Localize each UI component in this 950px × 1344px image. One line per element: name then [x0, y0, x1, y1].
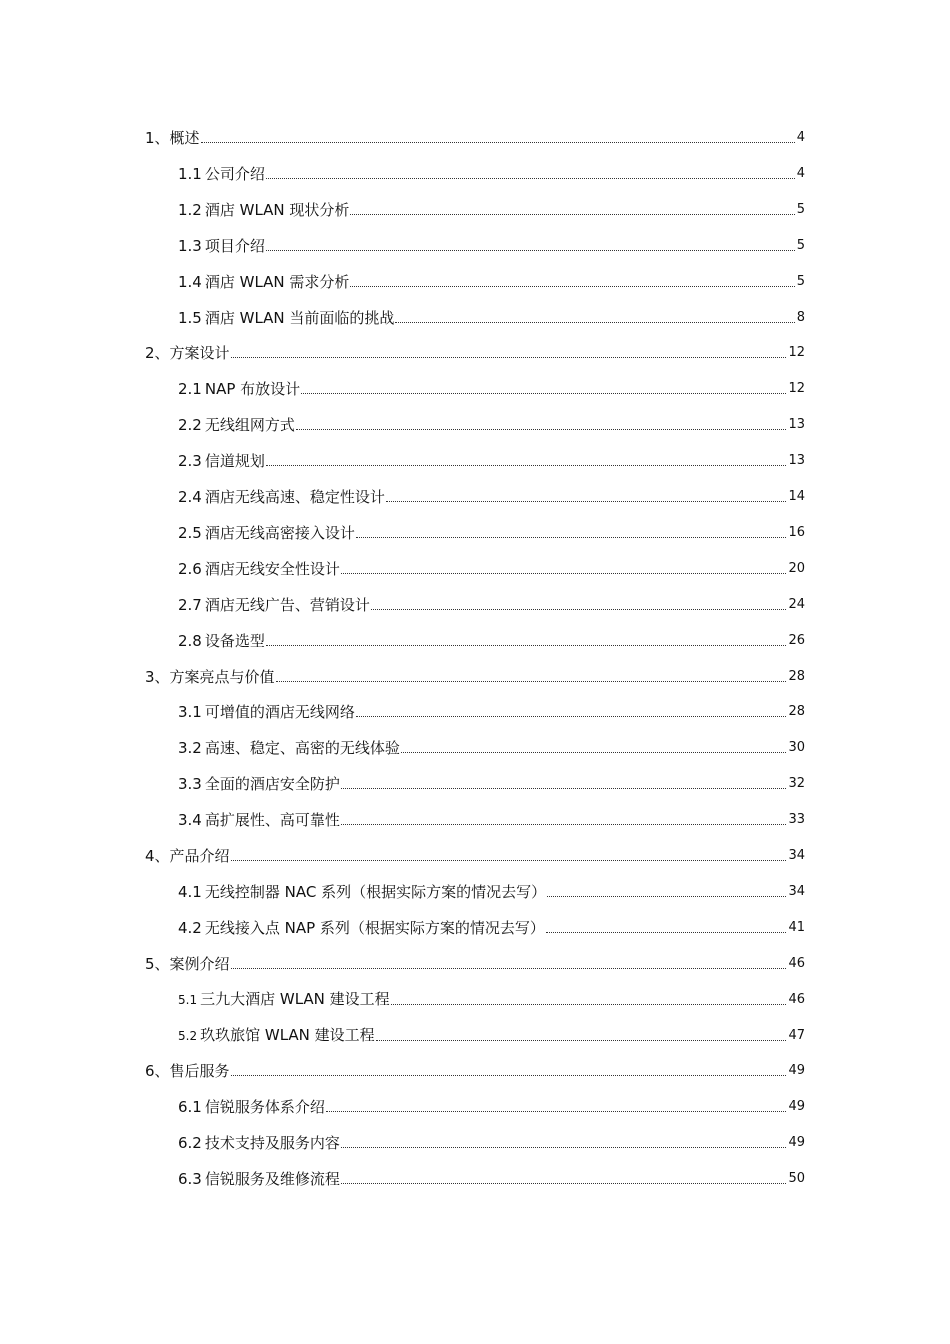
toc-section-entry[interactable]	[178, 307, 805, 329]
toc-section-entry[interactable]	[178, 199, 805, 221]
toc-page-number: 46	[788, 955, 805, 971]
toc-chapter-entry[interactable]	[145, 127, 805, 149]
toc-page-number: 28	[788, 668, 805, 684]
toc-page-number: 46	[788, 991, 805, 1007]
toc-page-number: 5	[796, 273, 805, 289]
toc-section-entry[interactable]	[178, 1168, 805, 1190]
toc-entry-number: 6.1	[178, 1098, 202, 1117]
toc-entry-number: 2.5	[178, 523, 202, 542]
toc-dot-leader	[296, 429, 787, 430]
toc-section-entry[interactable]	[178, 917, 805, 939]
toc-dot-leader	[341, 788, 787, 789]
toc-page-number: 49	[788, 1063, 805, 1079]
toc-entry-text: 酒店无线高速、稳定性设计	[204, 488, 385, 506]
toc-page-number: 12	[788, 345, 805, 361]
toc-page-number: 30	[788, 740, 805, 756]
toc-entry-title	[178, 594, 370, 616]
toc-entry-number: 2.8	[178, 631, 202, 650]
toc-chapter-entry[interactable]	[145, 1060, 805, 1082]
toc-page-number: 13	[788, 453, 805, 469]
toc-entry-title	[178, 881, 546, 903]
toc-entry-text: 产品介绍	[169, 847, 230, 865]
toc-section-entry[interactable]	[178, 378, 805, 400]
toc-page-number: 28	[788, 704, 805, 720]
toc-entry-text: 可增值的酒店无线网络	[204, 703, 355, 722]
toc-entry-number: 6.3	[178, 1170, 202, 1189]
toc-entry-text: NAP 布放设计	[204, 380, 301, 399]
toc-entry-number: 2.1	[178, 380, 202, 399]
toc-dot-leader	[546, 932, 787, 933]
toc-entry-title	[145, 127, 200, 149]
toc-section-entry[interactable]	[178, 630, 805, 652]
toc-section-entry[interactable]	[178, 809, 805, 831]
toc-entry-number: 1.4	[178, 272, 202, 291]
toc-chapter-entry[interactable]	[145, 342, 805, 364]
toc-page-number: 4	[796, 165, 805, 181]
toc-entry-title	[178, 163, 265, 185]
toc-page-number: 26	[788, 632, 805, 648]
toc-entry-title	[178, 1096, 325, 1118]
toc-entry-text: 无线接入点 NAP 系列（根据实际方案的情况去写）	[204, 918, 545, 937]
toc-section-entry[interactable]	[178, 414, 805, 436]
toc-section-entry[interactable]	[178, 1096, 805, 1118]
toc-entry-title	[178, 1132, 340, 1154]
toc-page-number: 34	[788, 883, 805, 899]
toc-entry-text: 高速、稳定、高密的无线体验	[204, 739, 400, 758]
toc-entry-text: 方案亮点与价值	[169, 667, 275, 686]
toc-dot-leader	[231, 860, 787, 861]
toc-entry-number: 2.3	[178, 452, 202, 471]
toc-entry-title	[178, 522, 355, 544]
toc-section-entry[interactable]	[178, 701, 805, 723]
toc-entry-text: 信道规划	[204, 452, 265, 471]
toc-entry-number: 2.4	[178, 488, 202, 506]
toc-entry-number: 4.1	[178, 882, 202, 901]
toc-entry-text: 酒店无线高密接入设计	[204, 523, 355, 542]
toc-dot-leader	[401, 752, 787, 753]
toc-section-entry[interactable]	[178, 271, 805, 293]
toc-entry-title	[178, 378, 300, 400]
toc-dot-leader	[341, 1183, 787, 1184]
toc-page-number: 5	[796, 237, 805, 253]
toc-entry-number: 2.7	[178, 595, 202, 614]
toc-entry-text: 三九大酒店 WLAN 建设工程	[200, 989, 390, 1008]
toc-entry-text: 概述	[169, 129, 200, 147]
toc-entry-text: 玖玖旅馆 WLAN 建设工程	[200, 1025, 375, 1044]
toc-section-entry[interactable]	[178, 163, 805, 185]
toc-entry-text: 酒店 WLAN 当前面临的挑战	[204, 308, 395, 327]
toc-entry-number: 5.2	[178, 1028, 198, 1043]
toc-entry-title	[145, 845, 230, 867]
toc-dot-leader	[276, 681, 787, 682]
toc-entry-number: 4、	[145, 847, 170, 865]
toc-page-number: 12	[788, 381, 805, 397]
toc-section-entry[interactable]	[178, 1132, 805, 1154]
toc-dot-leader	[391, 1004, 787, 1005]
toc-entry-title	[145, 342, 230, 364]
toc-dot-leader	[266, 465, 787, 466]
toc-chapter-entry[interactable]	[145, 845, 805, 867]
toc-entry-title	[145, 953, 230, 975]
toc-dot-leader	[301, 393, 786, 394]
toc-entry-text: 公司介绍	[204, 164, 265, 183]
toc-dot-leader	[395, 322, 794, 323]
toc-entry-number: 3、	[145, 667, 170, 686]
toc-dot-leader	[231, 968, 787, 969]
toc-dot-leader	[371, 609, 787, 610]
toc-page-number: 13	[788, 417, 805, 433]
toc-section-entry[interactable]	[178, 522, 805, 544]
toc-section-entry[interactable]	[178, 881, 805, 903]
toc-entry-title	[145, 666, 275, 688]
toc-page-number: 41	[788, 919, 805, 935]
toc-section-entry[interactable]	[178, 1025, 805, 1047]
toc-entry-number: 2、	[145, 344, 170, 363]
toc-entry-number: 2.6	[178, 559, 202, 578]
toc-section-entry[interactable]	[178, 450, 805, 472]
toc-page-number: 14	[788, 489, 805, 504]
toc-entry-text: 信锐服务体系介绍	[204, 1098, 325, 1117]
toc-entry-number: 1.3	[178, 236, 202, 255]
toc-dot-leader	[341, 824, 787, 825]
toc-page-number: 5	[796, 201, 805, 217]
toc-page-number: 32	[788, 776, 805, 792]
toc-entry-number: 1.5	[178, 308, 202, 327]
toc-entry-title	[178, 558, 340, 580]
toc-dot-leader	[266, 178, 795, 179]
toc-dot-leader	[341, 573, 787, 574]
toc-chapter-entry[interactable]	[145, 953, 805, 975]
toc-dot-leader	[356, 537, 787, 538]
toc-entry-number: 2.2	[178, 416, 202, 435]
toc-page-number: 34	[788, 848, 805, 863]
toc-entry-title	[178, 630, 265, 652]
toc-entry-text: 售后服务	[169, 1062, 230, 1081]
toc-section-entry[interactable]	[178, 737, 805, 759]
toc-entry-title	[178, 450, 265, 472]
toc-dot-leader	[386, 501, 787, 502]
toc-dot-leader	[201, 142, 795, 143]
toc-entry-text: 酒店 WLAN 现状分析	[204, 200, 350, 219]
toc-entry-title	[178, 486, 385, 508]
toc-page-number: 47	[788, 1027, 805, 1043]
toc-page-number: 49	[788, 1099, 805, 1115]
toc-page-number: 20	[788, 560, 805, 576]
toc-entry-number: 1.2	[178, 200, 202, 219]
toc-entry-number: 3.3	[178, 775, 202, 794]
toc-entry-title	[178, 988, 390, 1011]
toc-entry-title	[178, 773, 340, 795]
toc-entry-title	[178, 1168, 340, 1190]
toc-entry-number: 3.2	[178, 739, 202, 758]
toc-entry-number: 5.1	[178, 992, 198, 1007]
toc-entry-title	[178, 917, 545, 939]
toc-page-number: 8	[796, 309, 805, 325]
toc-dot-leader	[266, 250, 795, 251]
toc-dot-leader	[356, 716, 787, 717]
toc-entry-text: 技术支持及服务内容	[204, 1134, 340, 1153]
toc-page-number: 16	[788, 524, 805, 540]
toc-dot-leader	[266, 645, 787, 646]
toc-entry-title	[178, 737, 400, 759]
toc-entry-text: 无线控制器 NAC 系列（根据实际方案的情况去写）	[204, 882, 547, 901]
toc-entry-title	[178, 307, 394, 329]
toc-dot-leader	[231, 357, 787, 358]
toc-dot-leader	[350, 214, 794, 215]
toc-entry-text: 酒店无线安全性设计	[204, 559, 340, 578]
toc-section-entry[interactable]	[178, 235, 805, 257]
toc-entry-text: 信锐服务及维修流程	[204, 1170, 340, 1189]
toc-entry-number: 6、	[145, 1062, 170, 1081]
toc-entry-number: 1、	[145, 129, 170, 147]
toc-dot-leader	[326, 1111, 787, 1112]
toc-entry-title	[178, 199, 349, 221]
toc-entry-number: 3.4	[178, 811, 202, 830]
toc-page-number: 50	[788, 1171, 805, 1187]
toc-entry-text: 项目介绍	[204, 236, 265, 255]
toc-entry-text: 酒店 WLAN 需求分析	[204, 272, 350, 291]
toc-entry-number: 4.2	[178, 918, 202, 937]
toc-section-entry[interactable]	[178, 594, 805, 616]
toc-entry-title	[178, 1024, 375, 1047]
toc-section-entry[interactable]	[178, 486, 805, 508]
toc-entry-number: 3.1	[178, 703, 202, 722]
toc-entry-text: 全面的酒店安全防护	[204, 775, 340, 794]
toc-section-entry[interactable]	[178, 558, 805, 580]
toc-entry-text: 设备选型	[204, 631, 265, 650]
toc-dot-leader	[341, 1147, 787, 1148]
toc-page-number: 49	[788, 1135, 805, 1151]
toc-page-number: 4	[796, 130, 805, 145]
toc-dot-leader	[547, 896, 786, 897]
toc-dot-leader	[231, 1075, 787, 1076]
toc-dot-leader	[376, 1040, 787, 1041]
toc-dot-leader	[350, 286, 794, 287]
toc-entry-text: 方案设计	[169, 344, 230, 363]
toc-chapter-entry[interactable]	[145, 666, 805, 688]
toc-entry-title	[178, 235, 265, 257]
toc-section-entry[interactable]	[178, 989, 805, 1011]
toc-entry-text: 高扩展性、高可靠性	[204, 811, 340, 830]
toc-entry-number: 1.1	[178, 164, 202, 183]
toc-entry-title	[178, 414, 295, 436]
toc-entry-number: 5、	[145, 954, 170, 973]
toc-page-number: 33	[788, 812, 805, 828]
toc-entry-text: 案例介绍	[169, 954, 230, 973]
toc-entry-text: 无线组网方式	[204, 416, 295, 435]
toc-entry-title	[178, 271, 349, 293]
toc-entry-number: 6.2	[178, 1134, 202, 1153]
toc-entry-text: 酒店无线广告、营销设计	[204, 595, 370, 614]
toc-page-number: 24	[788, 596, 805, 612]
toc-entry-title	[178, 701, 355, 723]
toc-entry-title	[178, 809, 340, 831]
toc-section-entry[interactable]	[178, 773, 805, 795]
toc-entry-title	[145, 1060, 230, 1082]
